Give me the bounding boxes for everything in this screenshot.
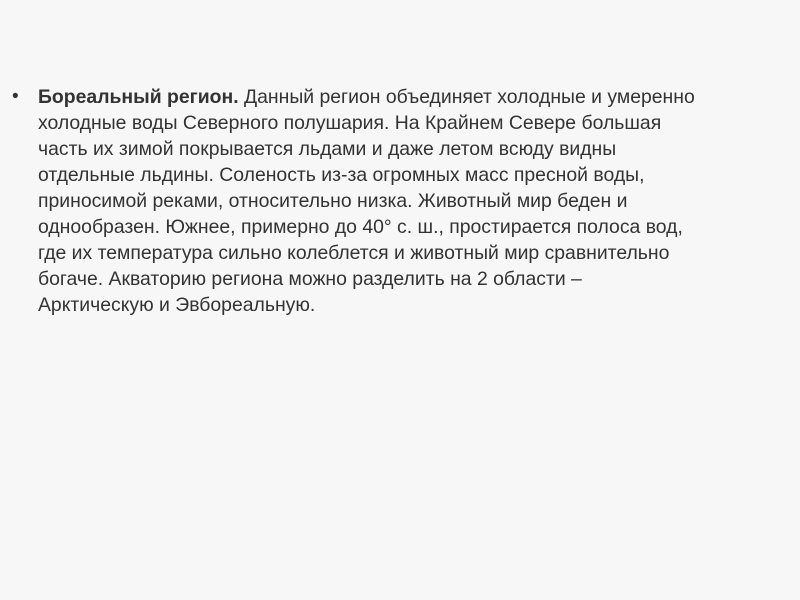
- text-line-2: холодные воды Северного полушария. На Крайнем Севере большая: [38, 112, 662, 134]
- text-line-1: [38, 84, 796, 110]
- text-line-8: богаче. Акваторию региона можно разделить на 2 области –: [38, 268, 582, 290]
- text-line-4: отдельные льдины. Соленость из-за огромных масс пресной воды,: [38, 164, 645, 186]
- text-line-3: часть их зимой покрывается льдами и даже летом всюду видны: [38, 138, 617, 160]
- paragraph: [38, 84, 796, 318]
- text-line-9: Арктическую и Эвбореальную.: [38, 294, 316, 316]
- text-line-1-rest: Данный регион объединяет холодные и умеренно: [238, 86, 695, 108]
- bullet-item: [12, 84, 800, 318]
- text-line-5: приносимой реками, относительно низка. Животный мир беден и: [38, 190, 628, 212]
- region-term: Бореальный регион.: [38, 86, 239, 108]
- bullet-icon: •: [12, 86, 19, 107]
- text-line-6: однообразен. Южнее, примерно до 40° с. ш., простирается полоса вод,: [38, 216, 683, 238]
- text-line-7: где их температура сильно колеблется и животный мир сравнительно: [38, 242, 670, 264]
